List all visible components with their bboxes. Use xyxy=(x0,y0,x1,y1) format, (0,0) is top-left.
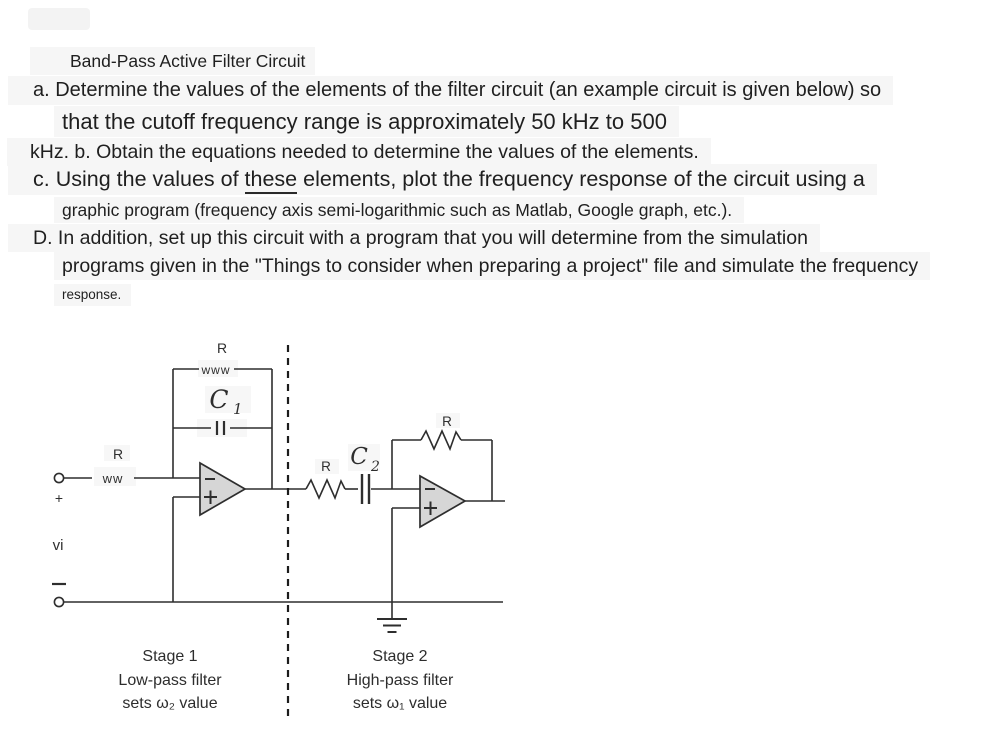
capacitor2-label: C xyxy=(350,444,368,470)
stage1-caption-line3: sets ω₂ value xyxy=(122,695,218,712)
stage2-caption xyxy=(318,645,482,716)
stage2-caption-line3: sets ω₁ value xyxy=(352,695,448,712)
paragraph-line-b: kHz. b. Obtain the equations needed to determine the values of the elements. xyxy=(7,138,711,166)
line-c1-post: elements, plot the frequency response of the circuit using a xyxy=(297,167,865,191)
paragraph-line-a2: that the cutoff frequency range is approximately 50 kHz to 500 xyxy=(54,106,679,137)
stage1-caption xyxy=(88,645,252,716)
opamp1-triangle xyxy=(200,463,245,515)
series-resistor-label: R xyxy=(321,459,331,474)
stage1-feedback-resistor-glyph: www xyxy=(201,363,231,377)
input-source-label: vi xyxy=(52,537,64,554)
input-resistor-glyph: ww xyxy=(102,471,124,486)
line-c1-underlined-word: these xyxy=(245,167,298,194)
opamp2-triangle xyxy=(420,476,465,527)
stage1-caption-line1: Stage 1 xyxy=(142,648,198,665)
page-title-text: Band-Pass Active Filter Circuit xyxy=(70,51,306,71)
paragraph-line-d2: programs given in the "Things to consider when preparing a project" file and simulate the frequency xyxy=(54,252,930,280)
feedback-resistor-zigzag xyxy=(421,431,461,449)
capacitor2-subscript: 2 xyxy=(371,459,380,475)
paragraph-line-d1: D. In addition, set up this circuit with a program that you will determine from the simulation xyxy=(8,224,820,252)
stage1-caption-line2: Low-pass filter xyxy=(118,671,222,689)
label-highlights xyxy=(94,360,460,486)
stage1-feedback-resistor-label: R xyxy=(216,340,228,356)
line-c1-pre: c. Using the values of xyxy=(33,167,245,191)
input-negative-terminal xyxy=(54,597,63,606)
input-plus-label: + xyxy=(54,490,64,506)
capacitor1-subscript: 1 xyxy=(233,400,243,418)
input-positive-terminal xyxy=(54,473,63,482)
ground-icon xyxy=(377,619,407,632)
input-resistor-label: R xyxy=(112,446,124,462)
paragraph-line-a1: a. Determine the values of the elements of the filter circuit (an example circuit is given below) so xyxy=(8,76,893,105)
stage2-caption-line2: High-pass filter xyxy=(346,671,454,689)
series-resistor-zigzag xyxy=(306,480,345,498)
stage2-caption-line1: Stage 2 xyxy=(372,648,428,665)
stage2-feedback-resistor-label: R xyxy=(442,414,452,429)
paragraph-line-c2: graphic program (frequency axis semi-logarithmic such as Matlab, Google graph, etc.). xyxy=(54,197,744,223)
paragraph-line-d3: response. xyxy=(54,284,131,306)
capacitor1-label: C xyxy=(209,385,229,414)
